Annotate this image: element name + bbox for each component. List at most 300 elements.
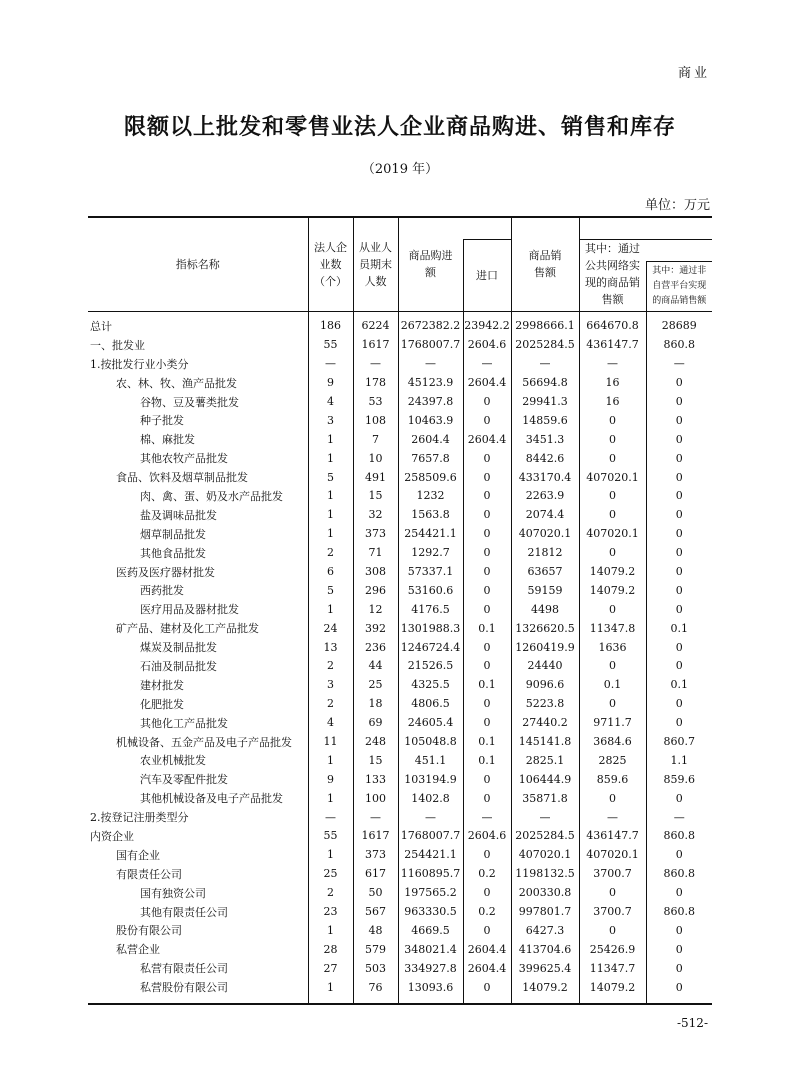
cell-value: 14079.2 [511, 978, 579, 1004]
cell-value: 1326620.5 [511, 619, 579, 638]
cell-value: 0 [579, 411, 646, 430]
cell-value: 103194.9 [398, 770, 463, 789]
cell-value: 2 [308, 694, 353, 713]
row-label: 有限责任公司 [116, 867, 182, 881]
page-title: 限额以上批发和零售业法人企业商品购进、销售和库存 [123, 114, 676, 140]
cell-value: 2025284.5 [511, 827, 579, 846]
cell-value: 0 [646, 883, 712, 902]
cell-value: 4176.5 [398, 600, 463, 619]
cell-value: 1768007.7 [398, 827, 463, 846]
cell-value: 0 [463, 600, 511, 619]
cell-value: 860.8 [646, 827, 712, 846]
cell-value: 407020.1 [579, 468, 646, 487]
cell-value: 407020.1 [579, 845, 646, 864]
table-row [88, 713, 712, 732]
cell-value: 0 [579, 505, 646, 524]
table-row [88, 657, 712, 676]
cell-value: 4325.5 [398, 675, 463, 694]
row-label: 私营股份有限公司 [88, 978, 308, 1004]
cell-value: 106444.9 [511, 770, 579, 789]
cell-value: 2604.6 [463, 827, 511, 846]
cell-value: 7657.8 [398, 449, 463, 468]
cell-value: 21526.5 [398, 657, 463, 676]
cell-value: 24605.4 [398, 713, 463, 732]
cell-value: 197565.2 [398, 883, 463, 902]
cell-value: 69 [353, 713, 398, 732]
cell-value: 0 [646, 959, 712, 978]
cell-value: 0 [463, 845, 511, 864]
cell-value: 0 [579, 921, 646, 940]
table-row [88, 770, 712, 789]
cell-value: 0 [646, 411, 712, 430]
row-label: 种子批发 [140, 414, 184, 428]
cell-value: 0 [463, 657, 511, 676]
cell-value: 0 [646, 543, 712, 562]
cell-value: 0 [463, 562, 511, 581]
cell-value: 6427.3 [511, 921, 579, 940]
cell-value: 0 [646, 940, 712, 959]
cell-value: 1260419.9 [511, 638, 579, 657]
cell-value: 10 [353, 449, 398, 468]
cell-value: 0.1 [579, 675, 646, 694]
page-number: -512- [676, 1016, 708, 1030]
cell-value: 200330.8 [511, 883, 579, 902]
cell-value: 0 [646, 449, 712, 468]
cell-value: 3684.6 [579, 732, 646, 751]
cell-value: 55 [308, 827, 353, 846]
section-header: 商业 [677, 66, 710, 81]
unit-label: 单位：万元 [644, 198, 710, 213]
table-row [88, 543, 712, 562]
cell-value: 5223.8 [511, 694, 579, 713]
row-label: 化肥批发 [140, 697, 184, 711]
row-label: 国有独资公司 [140, 886, 206, 900]
cell-value: 9 [308, 373, 353, 392]
cell-value: 0 [463, 883, 511, 902]
cell-value: 45123.9 [398, 373, 463, 392]
row-label: 棉、麻批发 [140, 433, 195, 447]
cell-value: 14079.2 [579, 562, 646, 581]
table-row [88, 921, 712, 940]
cell-value: 0 [646, 505, 712, 524]
cell-value: 4669.5 [398, 921, 463, 940]
cell-value: 24397.8 [398, 392, 463, 411]
cell-value: 3 [308, 675, 353, 694]
cell-value: 2604.4 [463, 959, 511, 978]
cell-value: 9711.7 [579, 713, 646, 732]
cell-value: 0 [646, 713, 712, 732]
cell-value: 451.1 [398, 751, 463, 770]
cell-value: 108 [353, 411, 398, 430]
cell-value: 373 [353, 845, 398, 864]
header-employees: 从业人员期末人数 [353, 217, 398, 311]
row-label: 股份有限公司 [116, 924, 182, 938]
header-name: 指标名称 [88, 217, 308, 311]
cell-value: — [353, 354, 398, 373]
cell-value: 0 [579, 449, 646, 468]
cell-value: 11 [308, 732, 353, 751]
cell-value: 860.7 [646, 732, 712, 751]
row-label: 其他机械设备及电子产品批发 [140, 792, 283, 806]
table-row [88, 694, 712, 713]
cell-value: 15 [353, 487, 398, 506]
row-label: 食品、饮料及烟草制品批发 [116, 471, 248, 485]
cell-value: 53 [353, 392, 398, 411]
row-label: 医疗用品及器材批发 [140, 603, 239, 617]
table-row [88, 940, 712, 959]
cell-value: 0 [463, 411, 511, 430]
cell-value: 32 [353, 505, 398, 524]
cell-value: 1402.8 [398, 789, 463, 808]
cell-value: 25 [308, 864, 353, 883]
cell-value: 2604.4 [463, 373, 511, 392]
table-row [88, 978, 712, 1004]
cell-value: 178 [353, 373, 398, 392]
cell-value: 0 [463, 921, 511, 940]
cell-value: 11347.8 [579, 619, 646, 638]
cell-value: 0 [646, 524, 712, 543]
cell-value: 0.1 [646, 675, 712, 694]
cell-value: 0 [646, 845, 712, 864]
cell-value: — [579, 354, 646, 373]
cell-value: 0 [463, 770, 511, 789]
cell-value: 16 [579, 392, 646, 411]
cell-value: 0 [579, 487, 646, 506]
table-row [88, 845, 712, 864]
cell-value: 50 [353, 883, 398, 902]
cell-value: 2604.6 [463, 335, 511, 354]
cell-value: 0 [463, 789, 511, 808]
row-label: 国有企业 [116, 848, 160, 862]
cell-value: 348021.4 [398, 940, 463, 959]
cell-value: 0 [579, 694, 646, 713]
table-row [88, 311, 712, 335]
cell-value: 23942.2 [463, 311, 511, 335]
cell-value: — [353, 808, 398, 827]
header-nonown-platform: 其中：通过非自营平台实现的商品销售额 [646, 261, 712, 311]
cell-value: 0 [463, 581, 511, 600]
cell-value: 1 [308, 789, 353, 808]
cell-value: — [398, 354, 463, 373]
cell-value: 859.6 [579, 770, 646, 789]
row-label: 医药及医疗器材批发 [116, 565, 215, 579]
cell-value: 2604.4 [463, 940, 511, 959]
cell-value: 1232 [398, 487, 463, 506]
cell-value: 105048.8 [398, 732, 463, 751]
header-sales: 商品销售额 [511, 217, 579, 311]
cell-value: 579 [353, 940, 398, 959]
cell-value: 3 [308, 411, 353, 430]
cell-value: 254421.1 [398, 845, 463, 864]
cell-value: 0 [463, 713, 511, 732]
cell-value: 0.2 [463, 864, 511, 883]
cell-value: 0 [463, 449, 511, 468]
cell-value: 860.8 [646, 335, 712, 354]
cell-value: 248 [353, 732, 398, 751]
cell-value: 0 [646, 789, 712, 808]
cell-value: 14859.6 [511, 411, 579, 430]
cell-value: 15 [353, 751, 398, 770]
cell-value: 0 [646, 487, 712, 506]
row-label: 汽车及零配件批发 [140, 773, 228, 787]
row-label: 农业机械批发 [140, 754, 206, 768]
cell-value: 25426.9 [579, 940, 646, 959]
table-row [88, 487, 712, 506]
cell-value: 1 [308, 449, 353, 468]
table-row [88, 827, 712, 846]
cell-value: 3451.3 [511, 430, 579, 449]
cell-value: — [646, 808, 712, 827]
cell-value: 1617 [353, 827, 398, 846]
cell-value: 1563.8 [398, 505, 463, 524]
cell-value: 4 [308, 713, 353, 732]
cell-value: 28 [308, 940, 353, 959]
cell-value: 186 [308, 311, 353, 335]
cell-value: 2 [308, 883, 353, 902]
cell-value: 9 [308, 770, 353, 789]
row-label: 机械设备、五金产品及电子产品批发 [116, 735, 292, 749]
table-row [88, 675, 712, 694]
cell-value: 1.1 [646, 751, 712, 770]
cell-value: 392 [353, 619, 398, 638]
cell-value: 413704.6 [511, 940, 579, 959]
cell-value: 76 [353, 978, 398, 1004]
cell-value: 14079.2 [579, 581, 646, 600]
header-imports: 进口 [463, 239, 511, 311]
cell-value: 373 [353, 524, 398, 543]
cell-value: 407020.1 [579, 524, 646, 543]
cell-value: — [308, 808, 353, 827]
cell-value: 0 [463, 524, 511, 543]
cell-value: 1160895.7 [398, 864, 463, 883]
cell-value: 0 [463, 392, 511, 411]
header-purchases: 商品购进额 [398, 217, 463, 311]
cell-value: 5 [308, 468, 353, 487]
cell-value: 1 [308, 921, 353, 940]
cell-value: 0 [579, 883, 646, 902]
cell-value: — [463, 354, 511, 373]
cell-value: 2 [308, 543, 353, 562]
table-row [88, 732, 712, 751]
statistics-table [88, 216, 712, 1005]
row-label: 建材批发 [140, 678, 184, 692]
cell-value: 0 [646, 657, 712, 676]
cell-value: — [308, 354, 353, 373]
cell-value: 24 [308, 619, 353, 638]
row-label: 其他农牧产品批发 [140, 452, 228, 466]
table-body [88, 311, 712, 1004]
cell-value: 617 [353, 864, 398, 883]
cell-value: 7 [353, 430, 398, 449]
table-row [88, 581, 712, 600]
cell-value: 53160.6 [398, 581, 463, 600]
table-row [88, 789, 712, 808]
cell-value: 436147.7 [579, 827, 646, 846]
cell-value: 0 [646, 581, 712, 600]
table-row [88, 524, 712, 543]
cell-value: 407020.1 [511, 524, 579, 543]
cell-value: 4498 [511, 600, 579, 619]
cell-value: 860.8 [646, 902, 712, 921]
table-row [88, 902, 712, 921]
cell-value: 4 [308, 392, 353, 411]
cell-value: 133 [353, 770, 398, 789]
cell-value: 1636 [579, 638, 646, 657]
table-row [88, 335, 712, 354]
cell-value: 2825.1 [511, 751, 579, 770]
cell-value: 25 [353, 675, 398, 694]
row-label: 谷物、豆及薯类批发 [140, 395, 239, 409]
cell-value: 55 [308, 335, 353, 354]
header-online-sales: 其中：通过公共网络实现的商品销售额 [579, 239, 646, 311]
cell-value: 3700.7 [579, 902, 646, 921]
cell-value: 0.1 [463, 675, 511, 694]
cell-value: 491 [353, 468, 398, 487]
table-row [88, 392, 712, 411]
cell-value: 18 [353, 694, 398, 713]
cell-value: 1 [308, 978, 353, 1004]
cell-value: 6 [308, 562, 353, 581]
cell-value: 0 [579, 543, 646, 562]
cell-value: 29941.3 [511, 392, 579, 411]
cell-value: 0 [463, 978, 511, 1004]
cell-value: 14079.2 [579, 978, 646, 1004]
table-row [88, 638, 712, 657]
cell-value: 24440 [511, 657, 579, 676]
cell-value: 997801.7 [511, 902, 579, 921]
cell-value: 13093.6 [398, 978, 463, 1004]
cell-value: 23 [308, 902, 353, 921]
cell-value: 0 [646, 373, 712, 392]
table-row [88, 449, 712, 468]
cell-value: 27 [308, 959, 353, 978]
cell-value: 433170.4 [511, 468, 579, 487]
row-label: 矿产品、建材及化工产品批发 [116, 622, 259, 636]
cell-value: 35871.8 [511, 789, 579, 808]
row-label: 西药批发 [140, 584, 184, 598]
cell-value: 963330.5 [398, 902, 463, 921]
cell-value: 6224 [353, 311, 398, 335]
cell-value: 12 [353, 600, 398, 619]
cell-value: — [511, 808, 579, 827]
cell-value: 0 [463, 468, 511, 487]
cell-value: 860.8 [646, 864, 712, 883]
table-row [88, 562, 712, 581]
row-label: 总计 [90, 319, 112, 333]
year-subtitle: （2019 年） [361, 162, 439, 177]
cell-value: 1301988.3 [398, 619, 463, 638]
row-label: 石油及制品批发 [140, 659, 217, 673]
cell-value: 44 [353, 657, 398, 676]
cell-value: 4806.5 [398, 694, 463, 713]
cell-value: 59159 [511, 581, 579, 600]
cell-value: 1292.7 [398, 543, 463, 562]
cell-value: 0 [579, 430, 646, 449]
table-row [88, 411, 712, 430]
cell-value: 0.1 [463, 619, 511, 638]
cell-value: 13 [308, 638, 353, 657]
cell-value: 2074.4 [511, 505, 579, 524]
cell-value: — [646, 354, 712, 373]
table-row [88, 751, 712, 770]
cell-value: 0 [579, 657, 646, 676]
cell-value: 1 [308, 600, 353, 619]
cell-value: 1 [308, 487, 353, 506]
cell-value: 407020.1 [511, 845, 579, 864]
cell-value: 258509.6 [398, 468, 463, 487]
cell-value: 0.2 [463, 902, 511, 921]
cell-value: 8442.6 [511, 449, 579, 468]
cell-value: 436147.7 [579, 335, 646, 354]
cell-value: 145141.8 [511, 732, 579, 751]
row-label: 农、林、牧、渔产品批发 [116, 376, 237, 390]
cell-value: 0.1 [646, 619, 712, 638]
row-label: 内资企业 [90, 829, 134, 843]
header-enterprises: 法人企业数（个） [308, 217, 353, 311]
row-label: 1.按批发行业小类分 [90, 357, 189, 371]
cell-value: 0 [579, 600, 646, 619]
cell-value: 2604.4 [398, 430, 463, 449]
cell-value: 2825 [579, 751, 646, 770]
cell-value: 567 [353, 902, 398, 921]
row-label: 其他食品批发 [140, 546, 206, 560]
table-row [88, 808, 712, 827]
cell-value: 0 [646, 694, 712, 713]
cell-value: 1 [308, 751, 353, 770]
table-row [88, 883, 712, 902]
cell-value: 2 [308, 657, 353, 676]
cell-value: 0 [463, 543, 511, 562]
cell-value: 0 [646, 978, 712, 1004]
cell-value: 296 [353, 581, 398, 600]
row-label: 煤炭及制品批发 [140, 641, 217, 655]
row-label: 私营企业 [116, 943, 160, 957]
row-label: 其他化工产品批发 [140, 716, 228, 730]
cell-value: 0 [463, 505, 511, 524]
cell-value: 57337.1 [398, 562, 463, 581]
cell-value: 399625.4 [511, 959, 579, 978]
cell-value: 48 [353, 921, 398, 940]
row-label: 2.按登记注册类型分 [90, 811, 189, 825]
cell-value: 28689 [646, 311, 712, 335]
table-row [88, 864, 712, 883]
cell-value: 0 [646, 562, 712, 581]
cell-value: 71 [353, 543, 398, 562]
cell-value: — [579, 808, 646, 827]
cell-value: 9096.6 [511, 675, 579, 694]
cell-value: 1 [308, 524, 353, 543]
cell-value: — [511, 354, 579, 373]
cell-value: 1 [308, 845, 353, 864]
cell-value: 664670.8 [579, 311, 646, 335]
cell-value: 0.1 [463, 732, 511, 751]
row-label: 盐及调味品批发 [140, 508, 217, 522]
cell-value: 254421.1 [398, 524, 463, 543]
table-row [88, 600, 712, 619]
cell-value: 2263.9 [511, 487, 579, 506]
cell-value: 100 [353, 789, 398, 808]
cell-value: 2604.4 [463, 430, 511, 449]
cell-value: 5 [308, 581, 353, 600]
cell-value: 0 [463, 487, 511, 506]
cell-value: 3700.7 [579, 864, 646, 883]
cell-value: 334927.8 [398, 959, 463, 978]
cell-value: 859.6 [646, 770, 712, 789]
cell-value: 27440.2 [511, 713, 579, 732]
cell-value: 0 [646, 430, 712, 449]
cell-value: 1768007.7 [398, 335, 463, 354]
cell-value: — [398, 808, 463, 827]
